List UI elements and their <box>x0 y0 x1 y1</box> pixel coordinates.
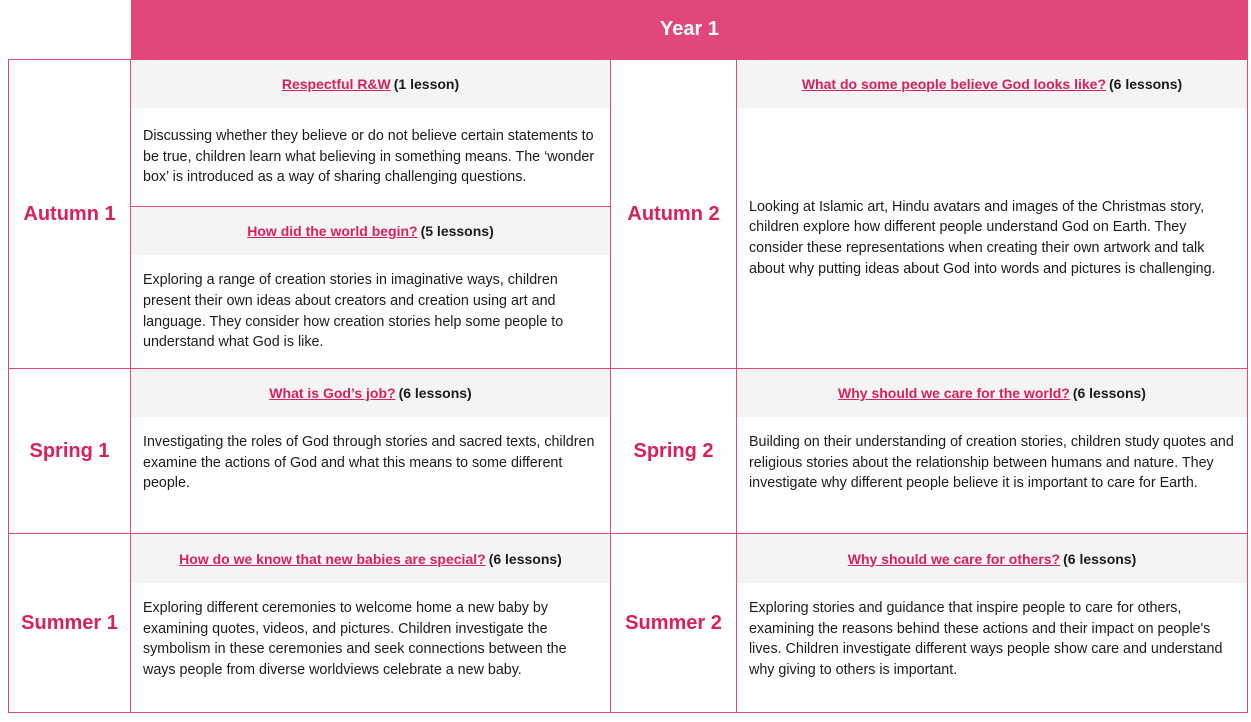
unit-link-god-looks-like[interactable]: What do some people believe God looks like? <box>801 76 1107 92</box>
unit-title-autumn-2 <box>737 60 1247 108</box>
unit-link-respectful-rw[interactable]: Respectful R&W <box>281 76 391 92</box>
unit-lessons: (6 lessons) <box>1109 76 1183 92</box>
unit-link-gods-job[interactable]: What is God’s job? <box>269 385 396 401</box>
unit-description-autumn-1b: Exploring a range of creation stories in imaginative ways, children present their own ideas about creators and creation using art and language. They consider how creation stories help some people to understand what God is like. <box>143 272 564 351</box>
unit-title-spring-2 <box>737 369 1247 417</box>
unit-link-new-babies-special[interactable]: How do we know that new babies are special? <box>179 550 486 567</box>
term-autumn-1: Autumn 1 <box>23 202 116 225</box>
unit-title-autumn-1b <box>131 207 610 255</box>
unit-description-summer-1: Exploring different ceremonies to welcome home a new baby by examining quotes, videos, and pictures. Children investigate the symbolism in these ceremonies and seek connections between the ways people from diverse worldviews celebrate a new baby. <box>143 600 567 679</box>
unit-description-summer-2: Exploring stories and guidance that inspire people to care for others, examining the reasons behind these actions and their impact on people's lives. Children investigate different ways people show care and understand why giving to others is important. <box>749 600 1223 679</box>
unit-lessons: (6 lessons) <box>1072 385 1146 401</box>
unit-description-spring-2: Building on their understanding of creation stories, children study quotes and religious stories about the relationship between humans and nature. They investigate why different people believe it is important to care for Earth. <box>749 434 1234 492</box>
unit-title-summer-2 <box>737 534 1247 583</box>
unit-title-spring-1 <box>131 369 610 417</box>
unit-link-care-for-world[interactable]: Why should we care for the world? <box>838 385 1070 401</box>
term-autumn-2: Autumn 2 <box>627 202 720 225</box>
unit-description-spring-1: Investigating the roles of God through stories and sacred texts, children examine the actions of God and what this means to some different people. <box>143 434 595 492</box>
unit-lessons: (6 lessons) <box>1063 550 1137 567</box>
term-summer-1: Summer 1 <box>21 611 118 634</box>
term-spring-1: Spring 1 <box>29 439 110 462</box>
unit-lessons: (1 lesson) <box>393 76 460 92</box>
unit-link-how-did-world-begin[interactable]: How did the world begin? <box>247 223 418 239</box>
unit-description-autumn-2: Looking at Islamic art, Hindu avatars and images of the Christmas story, children explore how different people understand God on Earth. They consider these representations when creating their own artwork and talk about why putting ideas about God into words and pictures is challenging. <box>749 198 1216 277</box>
unit-lessons: (6 lessons) <box>488 550 562 567</box>
unit-lessons: (5 lessons) <box>420 223 494 239</box>
unit-description-autumn-1a: Discussing whether they believe or do not believe certain statements to be true, children learn what believing in something means. The ‘wonder box’ is introduced as a way of sharing challenging questions. <box>143 127 595 186</box>
year-header: Year 1 <box>131 0 1248 59</box>
unit-lessons: (6 lessons) <box>398 385 472 401</box>
unit-link-care-for-others[interactable]: Why should we care for others? <box>847 550 1061 567</box>
term-spring-2: Spring 2 <box>633 439 714 462</box>
term-summer-2: Summer 2 <box>625 611 722 634</box>
unit-title-autumn-1a <box>131 60 610 108</box>
unit-title-summer-1 <box>131 534 610 583</box>
